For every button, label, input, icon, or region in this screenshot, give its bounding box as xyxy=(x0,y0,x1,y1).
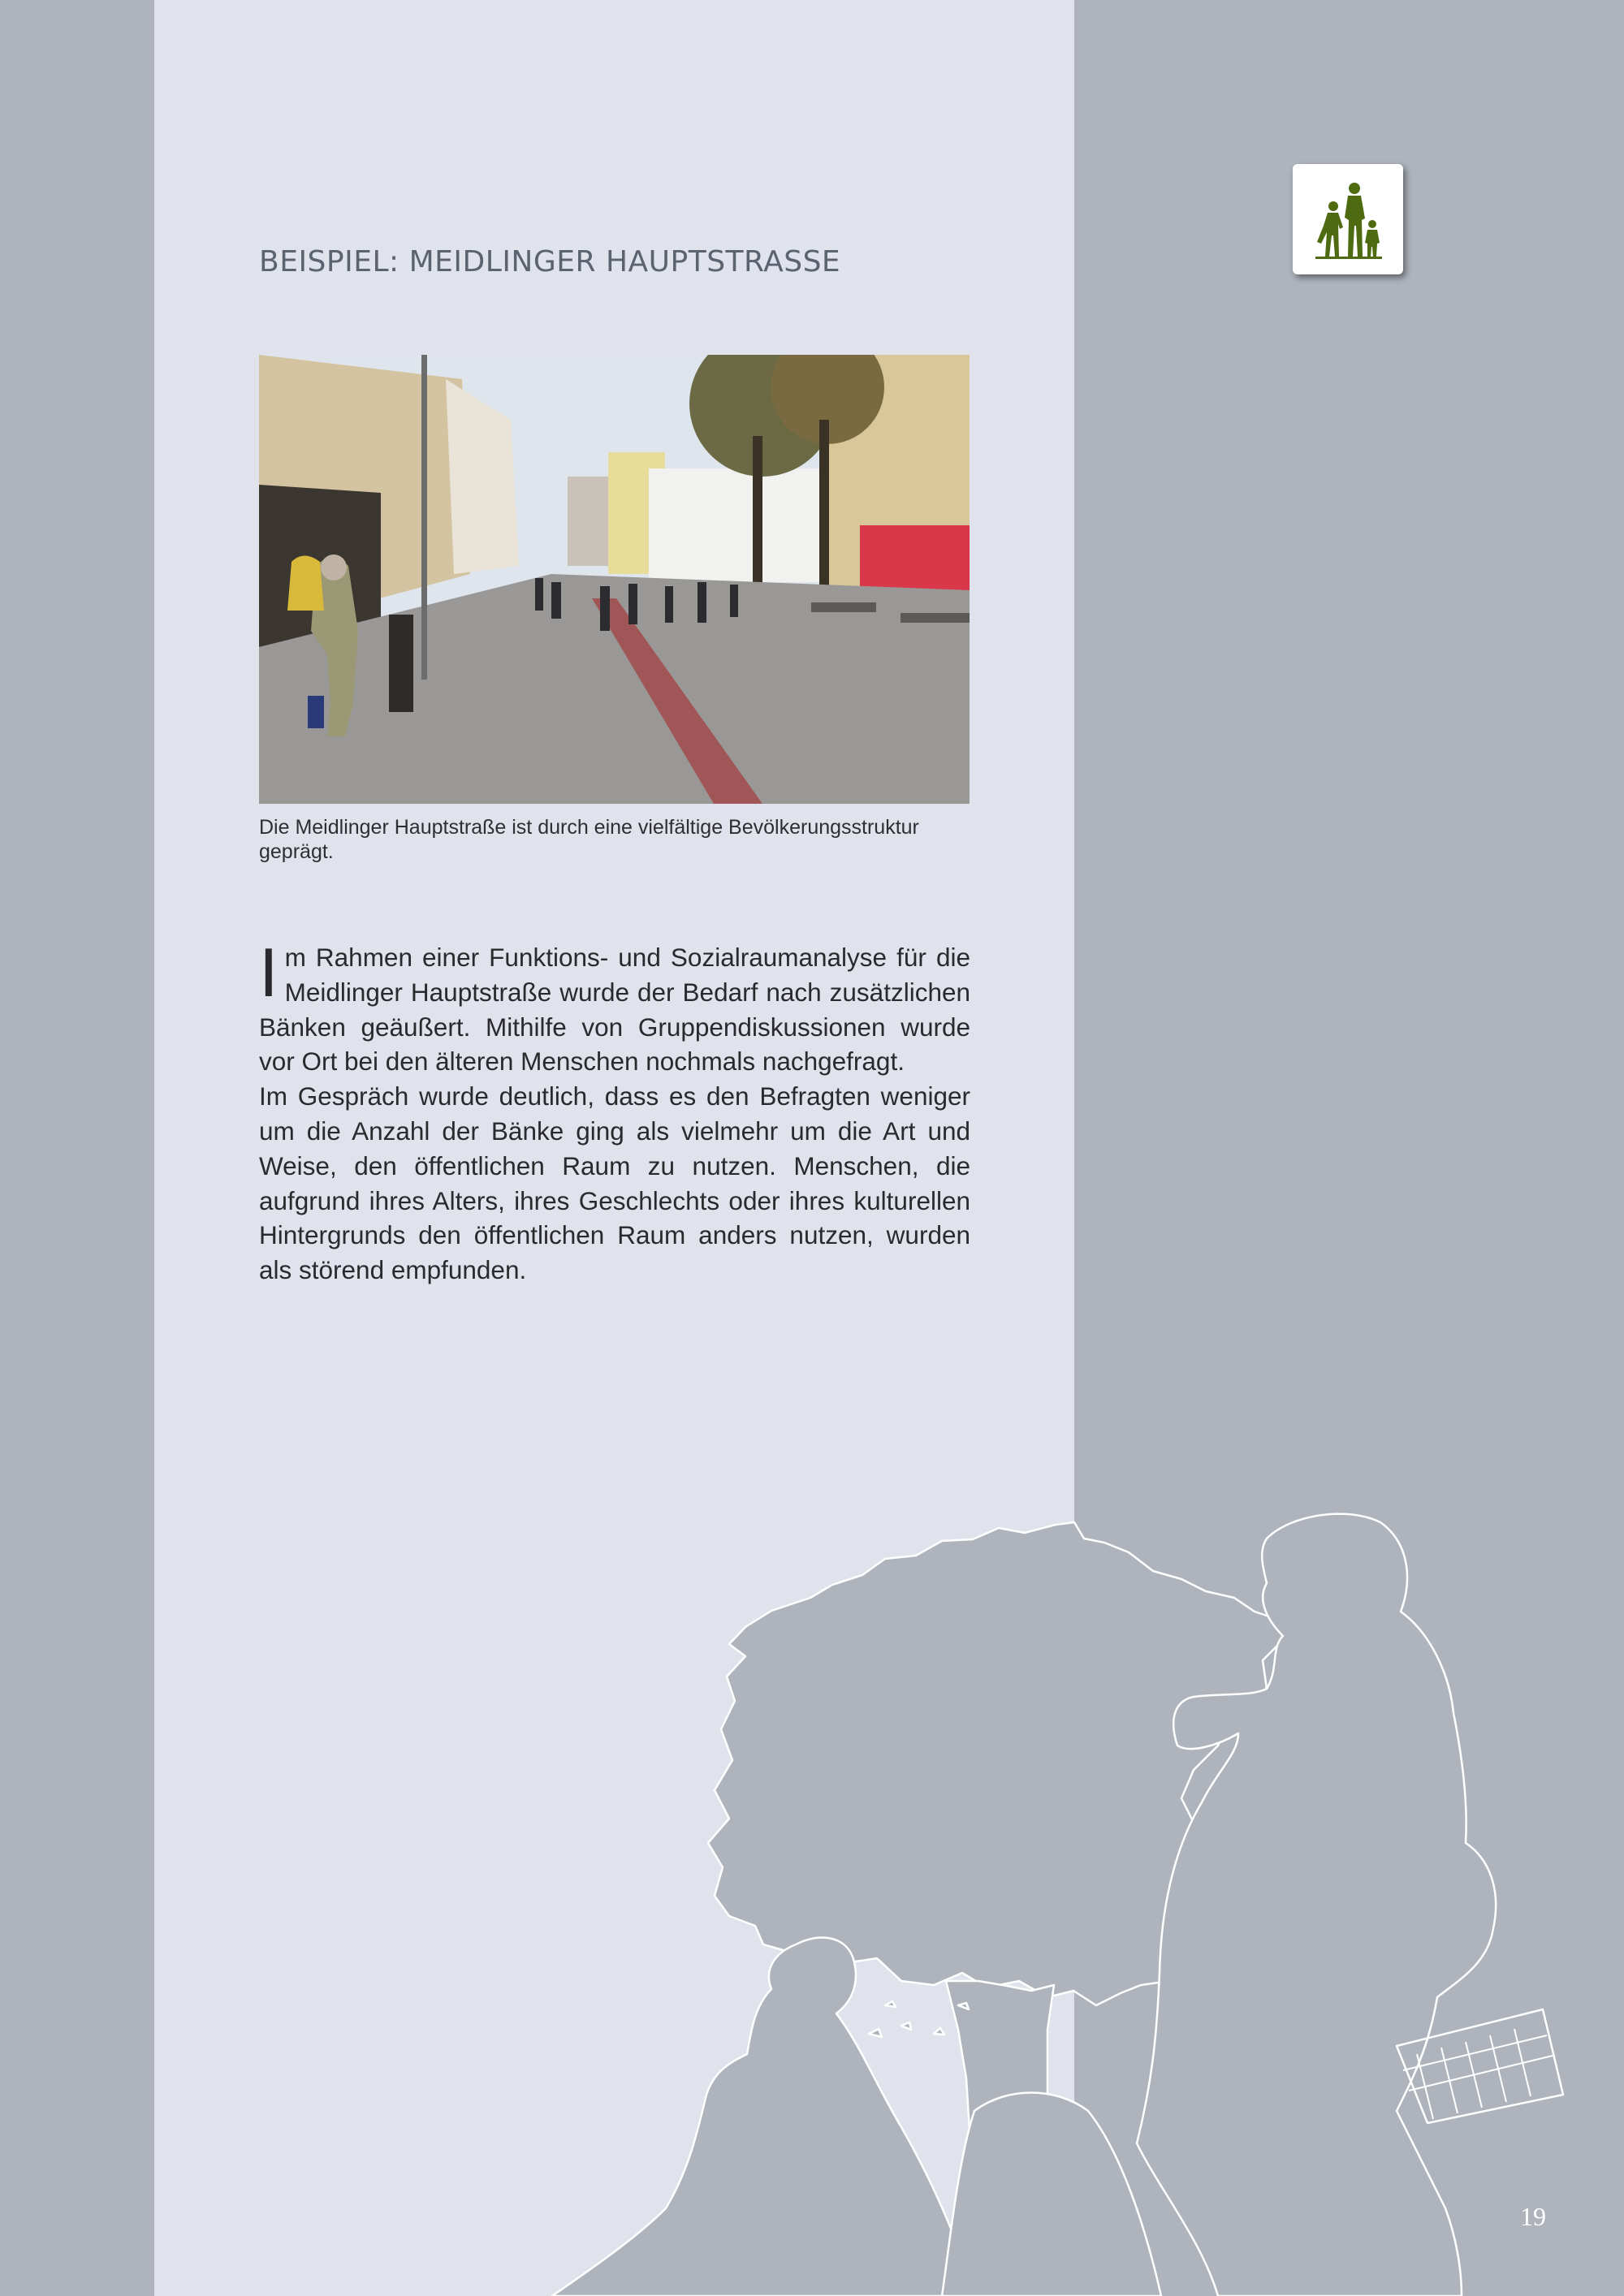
street-photo xyxy=(259,355,970,804)
section-heading: BEISPIEL: MEIDLINGER HAUPTSTRASSE xyxy=(259,245,841,278)
family-badge xyxy=(1293,164,1403,274)
page-number: 19 xyxy=(1520,2202,1546,2231)
knee-silhouette xyxy=(942,2093,1161,2296)
body-paragraph-1 xyxy=(259,936,970,1079)
family-icon xyxy=(1304,175,1392,263)
person-left-silhouette xyxy=(552,1938,974,2296)
body-paragraph-2: Im Gespräch wurde deutlich, dass es den Befragten weniger um die Anzahl der Bänke ging als vielmehr um die Art und Weise, den öffentlichen Raum zu nutzen. Menschen, die aufgrund ihres Alters, ihres Geschlechts oder ihres kulturellen Hintergrunds den öffentlichen Raum anders nutzen, wurden als störend empfunden. xyxy=(259,1081,970,1285)
body-paragraph-1-text: m Rahmen einer Funktions- und Sozialraumanalyse für die Meidlinger Hauptstraße wurde der Bedarf nach zusätzlichen Bänken geäußert. Mithilfe von Gruppendiskussionen wurde vor Ort bei den älteren Menschen nochmals nachgefragt. xyxy=(259,943,970,1077)
photo-caption: Die Meidlinger Hauptstraße ist durch eine vielfältige Bevölkerungsstruktur geprägt. xyxy=(259,816,919,863)
drop-cap: I xyxy=(259,936,279,1012)
body-text xyxy=(259,936,970,1288)
